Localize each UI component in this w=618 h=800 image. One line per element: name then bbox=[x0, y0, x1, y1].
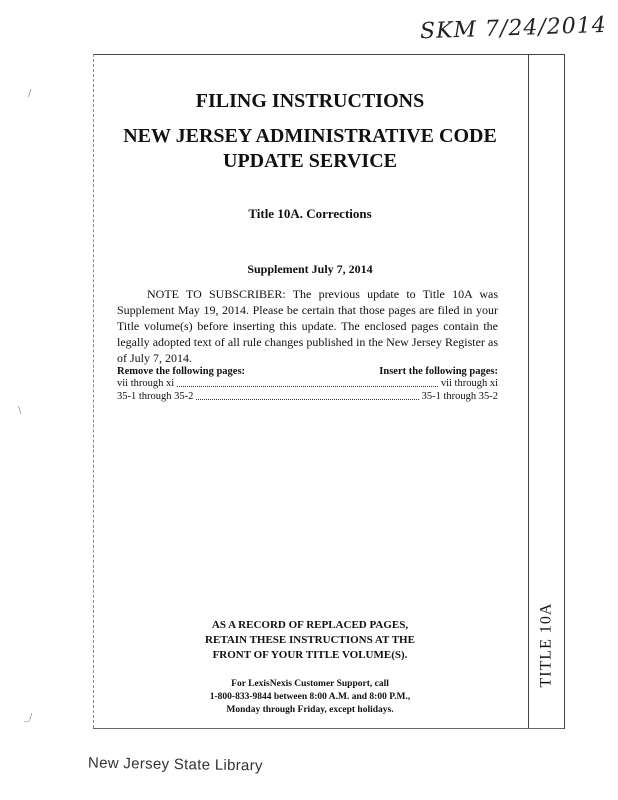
scan-mark: / bbox=[28, 88, 32, 99]
page-frame-left-edge bbox=[93, 54, 95, 728]
pages-table-row bbox=[117, 377, 498, 390]
remove-pages-cell: 35-1 through 35-2 bbox=[117, 391, 194, 402]
support-line1: For LexisNexis Customer Support, call bbox=[231, 679, 389, 689]
record-line1: AS A RECORD OF REPLACED PAGES, bbox=[211, 619, 409, 631]
pages-table-row bbox=[117, 390, 498, 403]
insert-pages-cell: 35-1 through 35-2 bbox=[421, 391, 498, 402]
remove-pages-cell: vii through xi bbox=[117, 378, 175, 389]
supplement-date: Supplement July 7, 2014 bbox=[247, 262, 373, 276]
document-title: FILING INSTRUCTIONS bbox=[195, 90, 425, 112]
record-line3: FRONT OF YOUR TITLE VOLUME(S). bbox=[212, 649, 408, 661]
insert-pages-header: Insert the following pages: bbox=[379, 366, 498, 377]
page-frame-bottom-edge bbox=[93, 727, 564, 729]
pages-table bbox=[117, 366, 498, 403]
leader-dots bbox=[196, 399, 418, 400]
leader-dots bbox=[177, 386, 438, 387]
customer-support bbox=[100, 678, 520, 717]
scan-mark: \ bbox=[18, 405, 22, 416]
remove-pages-header: Remove the following pages: bbox=[117, 366, 246, 377]
code-heading bbox=[100, 124, 520, 174]
scan-mark: _/ bbox=[24, 712, 33, 723]
code-heading-line2: UPDATE SERVICE bbox=[223, 150, 397, 172]
code-heading-line1: NEW JERSEY ADMINISTRATIVE CODE bbox=[123, 125, 497, 147]
library-stamp: New Jersey State Library bbox=[87, 754, 263, 775]
title-tab-label: TITLE 10A bbox=[537, 602, 555, 688]
support-line3: Monday through Friday, except holidays. bbox=[226, 705, 394, 715]
title-tab bbox=[528, 600, 564, 690]
handwritten-initials-date: SKM 7/24/2014 bbox=[419, 12, 608, 45]
pages-table-header bbox=[117, 366, 498, 377]
support-line2: 1-800-833-9844 between 8:00 A.M. and 8:00 P.M., bbox=[209, 692, 411, 702]
subscriber-note: NOTE TO SUBSCRIBER: The previous update to Title 10A was Supplement May 19, 2014. Please be certain that those pages are filed in your Title volume(s) before inserting this update. The enclosed pages contain the legally adopted text of all rule changes published in the New Jersey Register as of July 7, 2014. bbox=[117, 287, 498, 365]
insert-pages-cell: vii through xi bbox=[440, 378, 498, 389]
record-instruction bbox=[100, 618, 520, 663]
record-line2: RETAIN THESE INSTRUCTIONS AT THE bbox=[205, 634, 415, 646]
title-name: Title 10A. Corrections bbox=[248, 206, 372, 221]
